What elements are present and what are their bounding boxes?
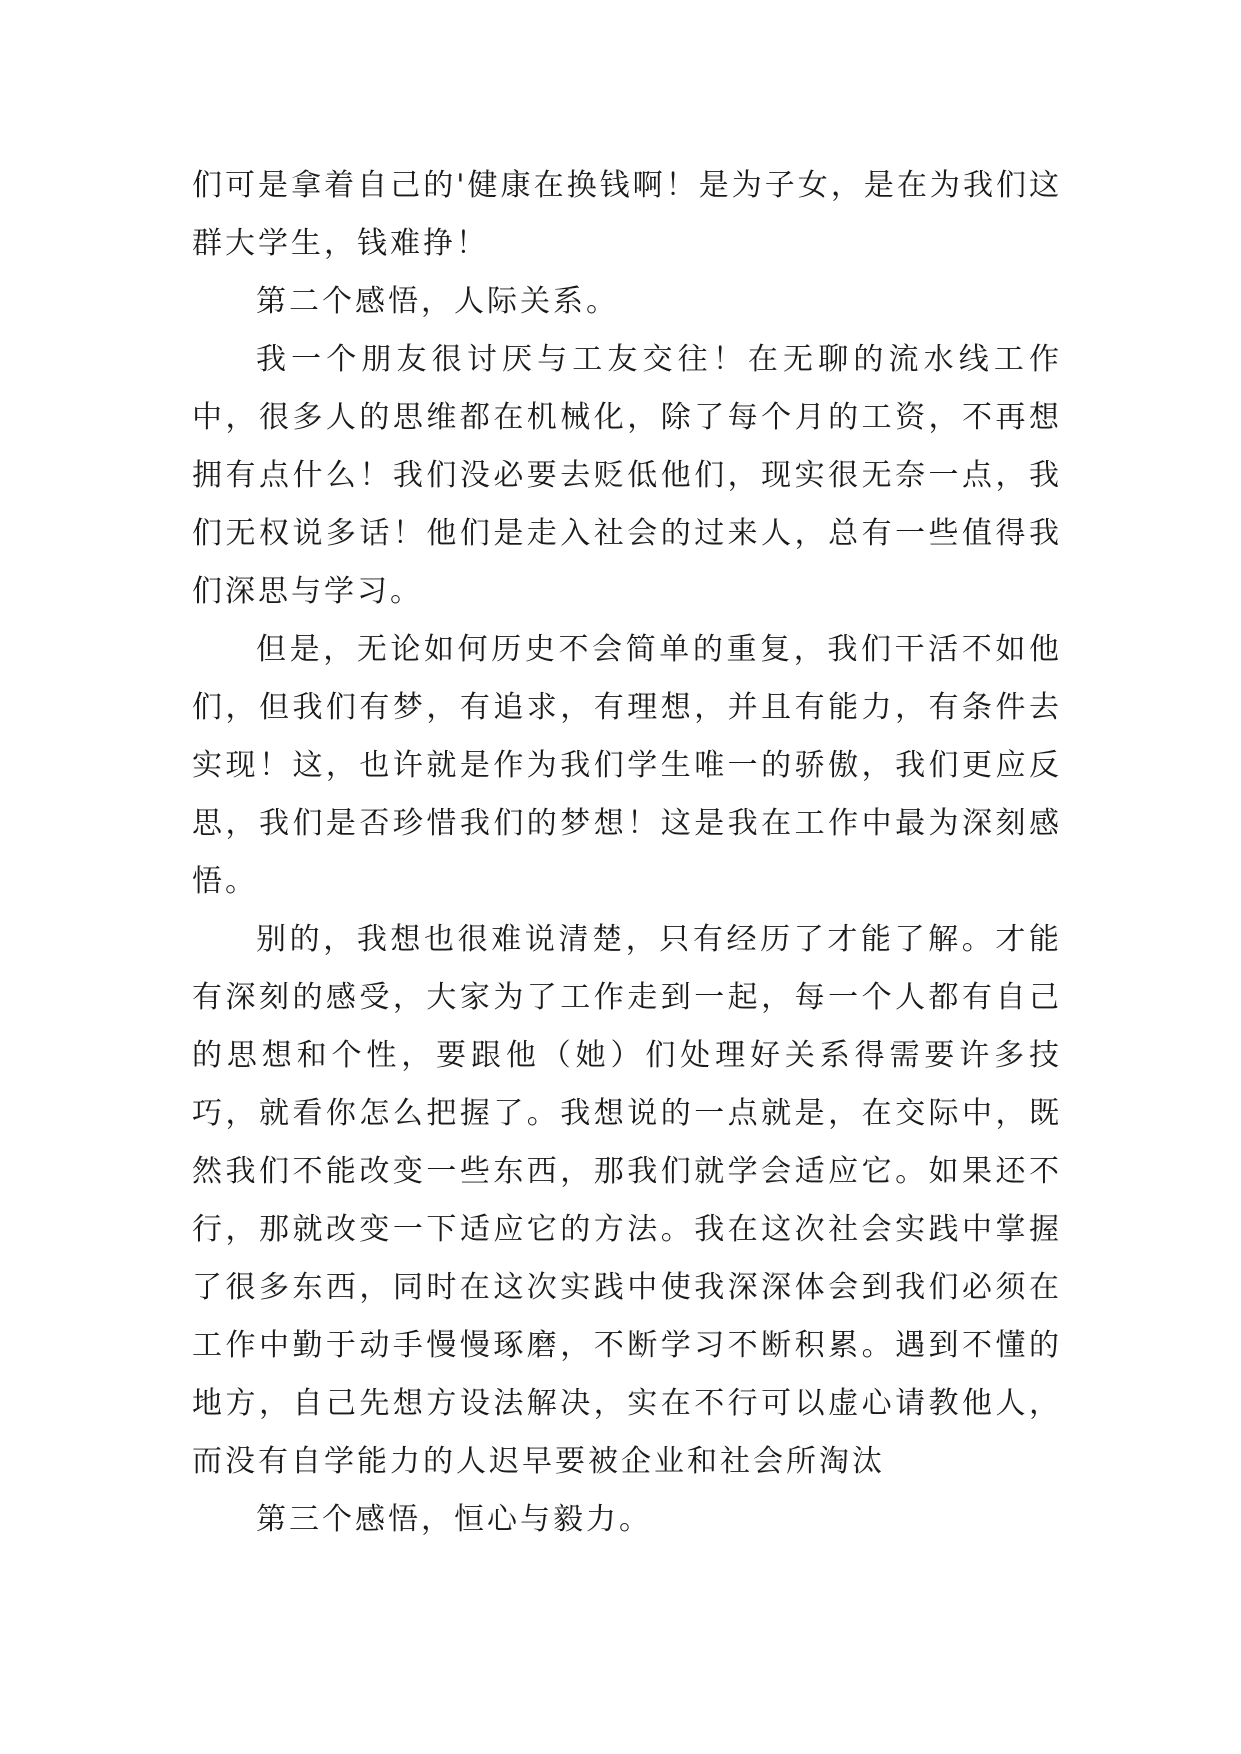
document-body: [192, 157, 1062, 1549]
paragraph-dreams: 但是，无论如何历史不会简单的重复，我们干活不如他们，但我们有梦，有追求，有理想，并且有能力，有条件去实现！这，也许就是作为我们学生唯一的骄傲，我们更应反思，我们是否珍惜我们的梦想！这是我在工作中最为深刻感悟。: [192, 632, 1062, 899]
paragraph-heading-second-insight: 第二个感悟，人际关系。: [256, 284, 619, 319]
paragraph-heading-third-insight: 第三个感悟，恒心与毅力。: [256, 1502, 652, 1537]
paragraph-continuation: 们可是拿着自己的'健康在换钱啊！是为子女，是在为我们这群大学生，钱难挣！: [192, 168, 1062, 261]
paragraph-coworkers: 我一个朋友很讨厌与工友交往！在无聊的流水线工作中，很多人的思维都在机械化，除了每个月的工资，不再想拥有点什么！我们没必要去贬低他们，现实很无奈一点，我们无权说多话！他们是走入社会的过来人，总有一些值得我们深思与学习。: [192, 342, 1062, 609]
paragraph-relationships: 别的，我想也很难说清楚，只有经历了才能了解。才能有深刻的感受，大家为了工作走到一起，每一个人都有自己的思想和个性，要跟他（她）们处理好关系得需要许多技巧，就看你怎么把握了。我想说的一点就是，在交际中，既然我们不能改变一些东西，那我们就学会适应它。如果还不行，那就改变一下适应它的方法。我在这次社会实践中掌握了很多东西，同时在这次实践中使我深深体会到我们必须在工作中勤于动手慢慢琢磨，不断学习不断积累。遇到不懂的地方，自己先想方设法解决，实在不行可以虚心请教他人，而没有自学能力的人迟早要被企业和社会所淘汰: [192, 922, 1062, 1479]
